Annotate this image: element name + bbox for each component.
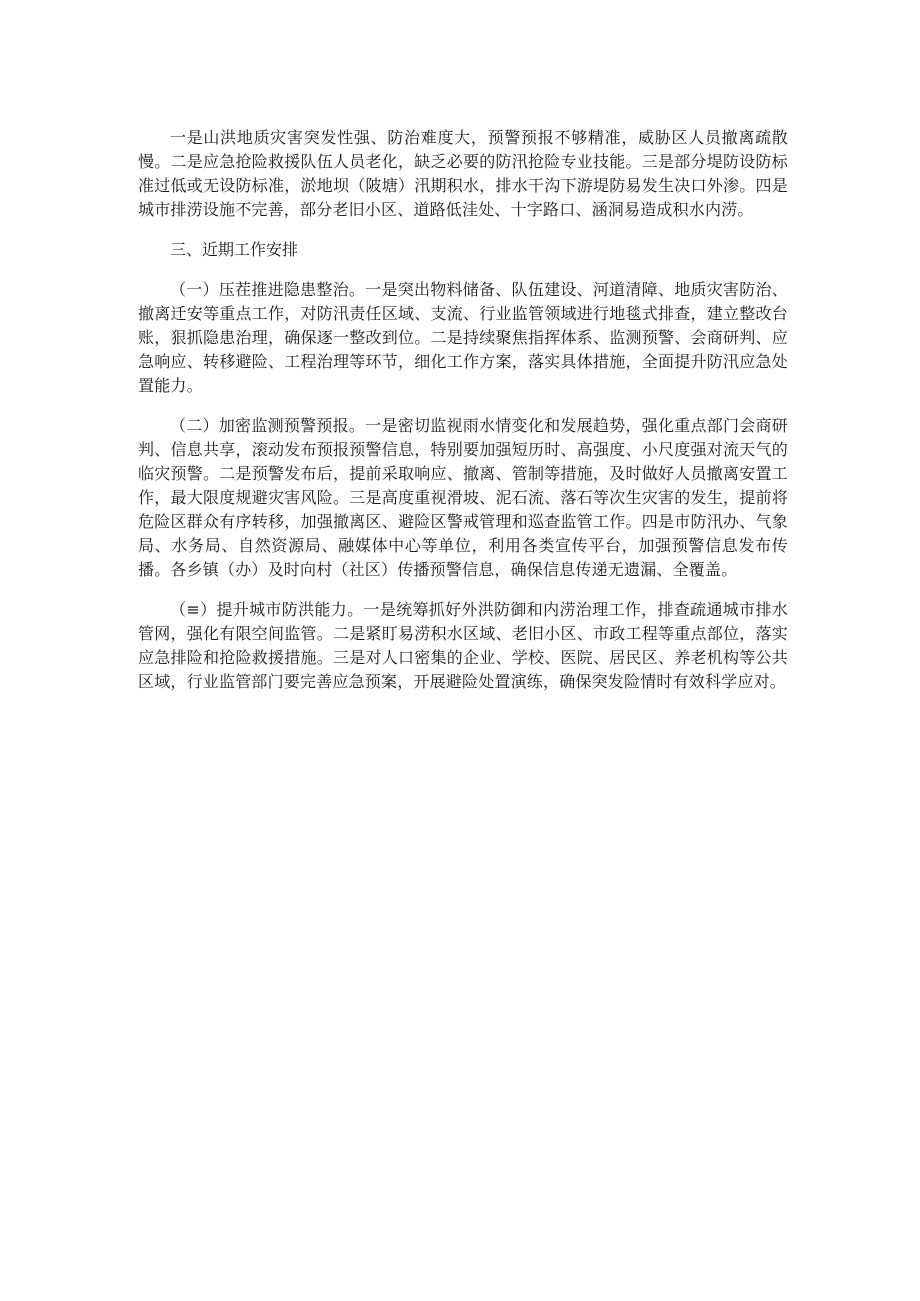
intro-paragraph: 一是山洪地质灾害突发性强、防治难度大，预警预报不够精准，威胁区人员撤离疏散慢。二是应急抢险救援队伍人员老化，缺乏必要的防汛抢险专业技能。三是部分堤防设防标准过低或无设防标准，淤地坝（陂塘）汛期积水，排水干沟下游堤防易发生决口外渗。四是城市排涝设施不完善，部分老旧小区、道路低洼处、十字路口、涵洞易造成积水内涝。 xyxy=(138,128,788,219)
document-page xyxy=(138,126,788,694)
section-heading: 三、近期工作安排 xyxy=(170,240,299,259)
section-paragraph-3: （≡）提升城市防洪能力。一是统筹抓好外洪防御和内涝治理工作，排查疏通城市排水管网，强化有限空间监管。二是紧盯易涝积水区域、老旧小区、市政工程等重点部位，落实应急排险和抢险救援措施。三是对人口密集的企业、学校、医院、居民区、养老机构等公共区域，行业监管部门要完善应急预案，开展避险处置演练，确保突发险情时有效科学应对。 xyxy=(138,600,788,691)
section-paragraph-2: （二）加密监测预警预报。一是密切监视雨水情变化和发展趋势，强化重点部门会商研判、信息共享，滚动发布预报预警信息，特别要加强短历时、高强度、小尺度强对流天气的临灾预警。二是预警发布后，提前采取响应、撤离、管制等措施，及时做好人员撤离安置工作，最大限度规避灾害风险。三是高度重视滑坡、泥石流、落石等次生灾害的发生，提前将危险区群众有序转移，加强撤离区、避险区警戒管理和巡查监管工作。四是市防汛办、气象局、水务局、自然资源局、融媒体中心等单位，利用各类宣传平台，加强预警信息发布传播。各乡镇（办）及时向村（社区）传播预警信息，确保信息传递无遗漏、全覆盖。 xyxy=(138,416,788,579)
section-paragraph-1: （一）压茬推进隐患整治。一是突出物料储备、队伍建设、河道清障、地质灾害防治、撤离迁安等重点工作，对防汛责任区域、支流、行业监管领域进行地毯式排查，建立整改台账，狠抓隐患治理，确保逐一整改到位。二是持续聚焦指挥体系、监测预警、会商研判、应急响应、转移避险、工程治理等环节，细化工作方案，落实具体措施，全面提升防汛应急处置能力。 xyxy=(138,280,788,395)
